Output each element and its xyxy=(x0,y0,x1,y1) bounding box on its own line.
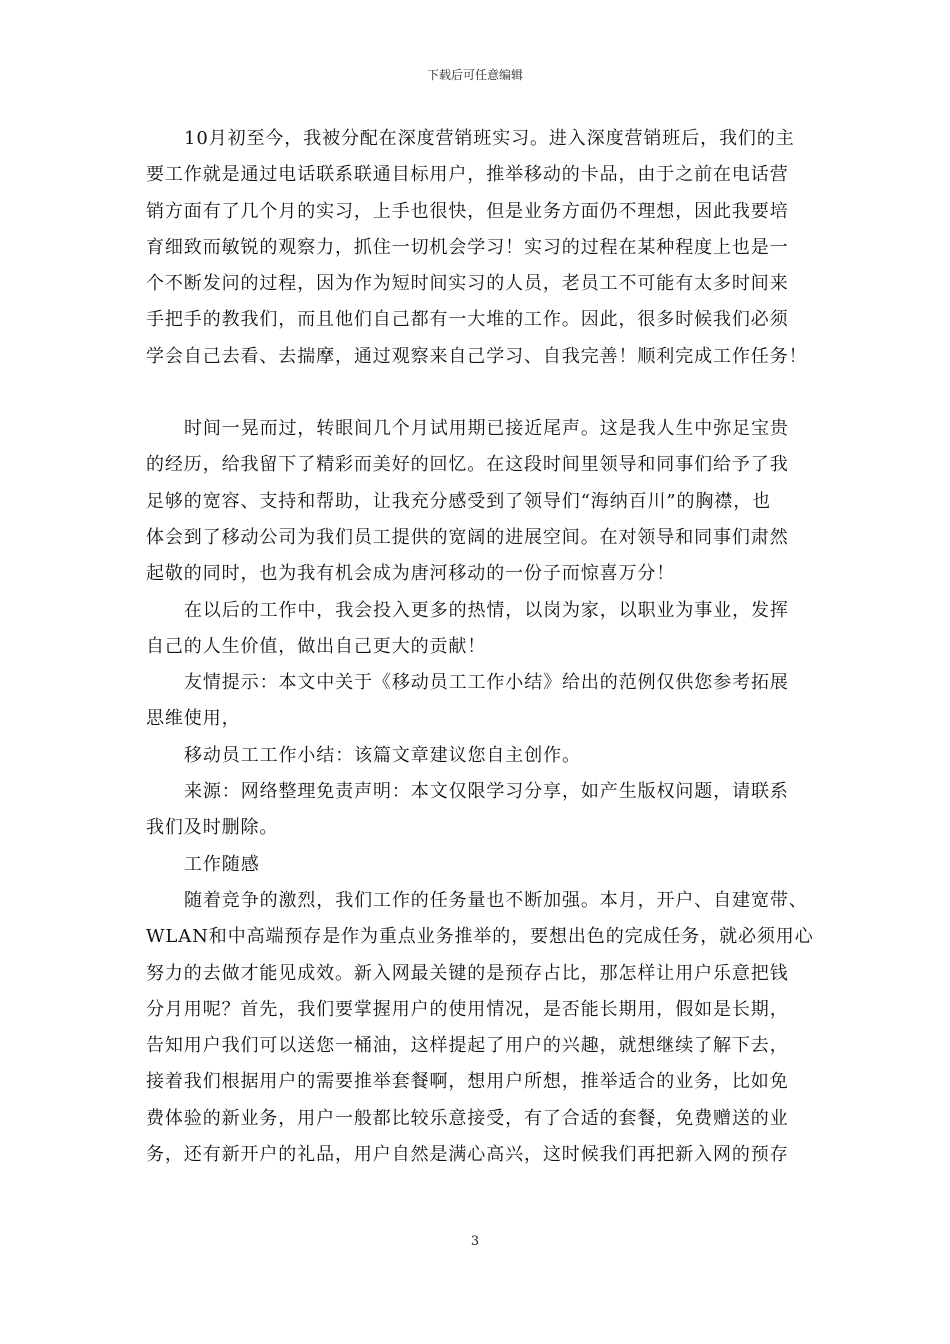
text-line: 手把手的教我们，而且他们自己都有一大堆的工作。因此，很多时候我们必须 xyxy=(146,309,789,331)
text-line: 分月用呢？首先，我们要掌握用户的使用情况，是否能长期用，假如是长期， xyxy=(146,998,789,1020)
text-line: 费体验的新业务，用户一般都比较乐意接受，有了合适的套餐，免费赠送的业 xyxy=(146,1107,789,1129)
paragraph-disclaimer xyxy=(146,774,822,847)
text-line: 务，还有新开户的礼品，用户自然是满心高兴，这时候我们再把新入网的预存 xyxy=(146,1144,789,1166)
text-line: 育细致而敏锐的观察力，抓住一切机会学习！实习的过程在某种程度上也是一 xyxy=(146,236,789,258)
text-line: WLAN和中高端预存是作为重点业务推举的，要想出色的完成任务，就必须用心 xyxy=(146,926,814,948)
text-line: 个不断发问的过程，因为作为短时间实习的人员，老员工不可能有太多时间来 xyxy=(146,273,789,295)
text-line: 的经历，给我留下了精彩而美好的回忆。在这段时间里领导和同事们给予了我 xyxy=(146,454,789,476)
paragraph-summary-note xyxy=(146,738,822,774)
text-line: 10月初至今，我被分配在深度营销班实习。进入深度营销班后，我们的主 xyxy=(184,128,795,149)
text-line: 起敬的同时，也为我有机会成为唐河移动的一份子而惊喜万分！ xyxy=(146,563,676,585)
page-number: 3 xyxy=(470,1234,480,1249)
paragraph-future-work xyxy=(146,593,822,666)
text-line: 思维使用， xyxy=(146,708,241,730)
text-line: 要工作就是通过电话联系联通目标用户，推举移动的卡品，由于之前在电话营 xyxy=(146,164,789,186)
heading-text: 工作随感 xyxy=(184,853,260,875)
text-line: 友情提示：本文中关于《移动员工工作小结》给出的范例仅供您参考拓展 xyxy=(184,672,789,694)
text-line: 来源：网络整理免责声明：本文仅限学习分享，如产生版权问题，请联系 xyxy=(184,781,789,803)
text-line: 我们及时删除。 xyxy=(146,817,279,839)
text-line: 随着竞争的激烈，我们工作的任务量也不断加强。本月，开户、自建宽带、 xyxy=(184,889,808,911)
document-body xyxy=(146,121,822,1173)
text-line: 努力的去做才能见成效。新入网最关键的是预存占比，那怎样让用户乐意把钱 xyxy=(146,962,789,984)
paragraph-work-thoughts xyxy=(146,883,822,1173)
section-heading xyxy=(146,847,822,883)
text-line: 移动员工工作小结：该篇文章建议您自主创作。 xyxy=(184,744,581,766)
text-line: 足够的宽容、支持和帮助，让我充分感受到了领导们“海纳百川”的胸襟，也 xyxy=(146,490,772,512)
text-line: 自己的人生价值，做出自己更大的贡献！ xyxy=(146,635,487,657)
text-line: 在以后的工作中，我会投入更多的热情，以岗为家，以职业为事业，发挥 xyxy=(184,599,789,621)
text-line: 告知用户我们可以送您一桶油，这样提起了用户的兴趣，就想继续了解下去， xyxy=(146,1035,789,1057)
text-line: 时间一晃而过，转眼间几个月试用期已接近尾声。这是我人生中弥足宝贵 xyxy=(184,418,789,440)
paragraph-reflection xyxy=(146,411,822,592)
text-line: 学会自己去看、去揣摩，通过观察来自己学习、自我完善！顺利完成工作任务！ xyxy=(146,345,808,367)
paragraph-friendly-tip xyxy=(146,665,822,738)
paragraph-gap xyxy=(146,375,822,411)
header-note: 下载后可任意编辑 xyxy=(426,68,523,82)
text-line: 接着我们根据用户的需要推举套餐啊，想用户所想，推举适合的业务，比如免 xyxy=(146,1071,789,1093)
paragraph-internship xyxy=(146,121,822,375)
text-line: 销方面有了几个月的实习，上手也很快，但是业务方面仍不理想，因此我要培 xyxy=(146,200,789,222)
text-line: 体会到了移动公司为我们员工提供的宽阔的进展空间。在对领导和同事们肃然 xyxy=(146,526,789,548)
